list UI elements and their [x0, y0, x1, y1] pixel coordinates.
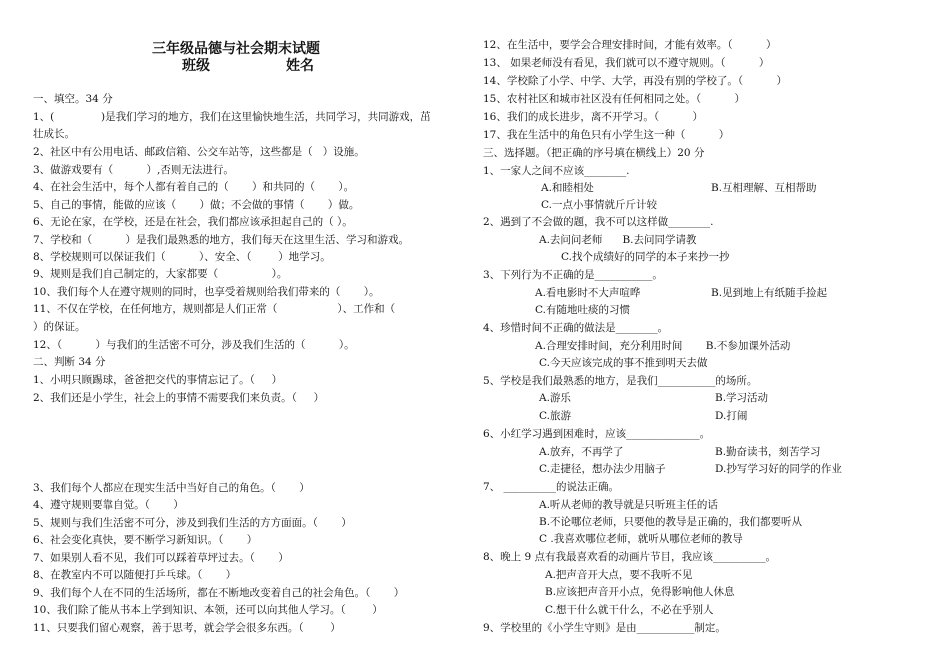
fill-question: ）的保证。: [33, 321, 86, 333]
choice-option: A.和睦相处: [541, 182, 594, 194]
judge-question: 15、农村社区和城市社区没有任何相同之处。（ ）: [483, 93, 745, 105]
choice-option: D.打闹: [715, 410, 748, 422]
choice-option: C.今天应该完成的事不推到明天去做: [539, 357, 708, 369]
choice-option: A.听从老师的教导就是只听班主任的话: [539, 499, 718, 511]
fill-question: 5、自己的事情，能做的应该（ ）做；不会做的事情（ ）做。: [33, 199, 360, 211]
choice-option: B.应该把声音开小点，免得影响他人休息: [545, 586, 735, 598]
choice-question: 7、 __________的说法正确。: [483, 481, 620, 493]
choice-question: 5、学校是我们最熟悉的地方，是我们___________的场所。: [483, 375, 758, 387]
judge-question: 2、我们还是小学生，社会上的事情不需要我们来负责。（ ）: [33, 392, 325, 404]
judge-question: 3、我们每个人都应在现实生活中当好自己的角色。（ ）: [33, 482, 310, 494]
judge-question: 17、我在生活中的角色只有小学生这一种（ ）: [483, 129, 730, 141]
name-label: 姓名: [286, 58, 314, 74]
choice-option: B.学习活动: [715, 392, 769, 404]
choice-option: C.想干什么就干什么，不必在乎别人: [545, 604, 714, 616]
choice-option: A.把声音开大点，要不我听不见: [545, 569, 693, 581]
fill-question: 10、我们每个人在遵守规则的同时，也享受着规则给我们带来的（ ）。: [33, 286, 380, 298]
fill-question: 4、在社会生活中，每个人都有着自己的（ ）和共同的（ ）。: [33, 181, 355, 193]
choice-option: D.抄写学习好的同学的作业: [715, 463, 842, 475]
section-choice-heading: 三、选择题。（把正确的序号填在横线上）20 分: [483, 147, 705, 159]
fill-question: 壮成长。: [33, 128, 75, 140]
choice-option: B.见到地上有纸随手捡起: [711, 287, 828, 299]
choice-question: 8、晚上 9 点有我最喜欢看的动画片节目，我应该__________。: [483, 551, 777, 563]
judge-question: 9、我们每个人在不同的生活场所，都在不断地改变着自己的社会角色。（ ）: [33, 587, 405, 599]
choice-option: C.一点小事情就斤斤计较: [541, 199, 657, 211]
judge-question: 10、我们除了能从书本上学到知识、本领，还可以向其他人学习。（ ）: [33, 604, 383, 616]
choice-option: A.游乐: [539, 392, 571, 404]
class-label: 班级: [182, 58, 210, 74]
judge-question: 13、 如果老师没有看见，我们就可以不遵守规则。（ ）: [483, 57, 770, 69]
fill-question: 8、学校规则可以保证我们（ ）、安全、（ ）地学习。: [33, 251, 331, 263]
judge-question: 12、在生活中，要学会合理安排时间，才能有效率。（ ）: [483, 39, 777, 51]
choice-option: A.合理安排时间，充分利用时间 B.不参加课外活动: [535, 340, 791, 352]
judge-question: 16、我们的成长进步，离不开学习。（ ）: [483, 111, 703, 123]
choice-question: 2、遇到了不会做的题，我不可以这样做________.: [483, 216, 714, 228]
choice-option: C .我喜欢哪位老师，就听从哪位老师的教导: [539, 533, 743, 545]
choice-option: A.去问问老师 B.去问同学请教: [539, 234, 697, 246]
choice-question: 3、下列行为不正确的是___________。: [483, 269, 663, 281]
fill-question: 3、做游戏要有（ ）,否则无法进行。: [33, 164, 234, 176]
choice-option: B.不论哪位老师，只要他的教导是正确的，我们都要听从: [539, 516, 803, 528]
choice-option: C.走捷径，想办法少用脑子: [539, 463, 666, 475]
judge-question: 8、在教室内不可以随便打乒乓球。（ ）: [33, 569, 237, 581]
choice-question: 9、学校里的《小学生守则》是由___________制定。: [483, 622, 726, 634]
choice-option: B.勤奋读书，刻苦学习: [715, 446, 821, 458]
judge-question: 11、只要我们留心观察，善于思考，就会学会很多东西。（ ）: [33, 622, 341, 634]
judge-question: 4、遵守规则要靠自觉。（ ）: [33, 499, 184, 511]
choice-option: C.找个成绩好的同学的本子来抄一抄: [561, 251, 730, 263]
choice-question: 1、一家人之间不应该________.: [483, 165, 630, 177]
judge-question: 1、小明只顾踢球，爸爸把交代的事情忘记了。（ ）: [33, 374, 283, 386]
choice-option: A.看电影时不大声喧哗: [535, 287, 641, 299]
judge-question: 7、如果别人看不见，我们可以踩着草坪过去。（ ）: [33, 552, 289, 564]
choice-question: 4、珍惜时间不正确的做法是________。: [483, 322, 669, 334]
fill-question: 9、规则是我们自己制定的，大家都要（ ）。: [33, 268, 288, 280]
exam-title: 三年级品德与社会期末试题: [152, 41, 320, 57]
choice-option: C.有随地吐痰的习惯: [535, 304, 630, 316]
judge-question: 5、规则与我们生活密不可分，涉及到我们生活的方方面面。（ ）: [33, 517, 352, 529]
fill-question: 1、( )是我们学习的地方，我们在这里愉快地生活，共同学习，共同游戏，茁: [33, 111, 431, 123]
judge-question: 6、社会变化真快，要不断学习新知识。（ ）: [33, 534, 258, 546]
section-judge-heading: 二、判断 34 分: [33, 356, 106, 368]
judge-question: 14、学校除了小学、中学、大学，再没有别的学校了。（ ）: [483, 75, 787, 87]
section-fill-heading: 一、填空。34 分: [33, 93, 113, 105]
choice-question: 6、小红学习遇到困难时，应该______________。: [483, 428, 711, 440]
choice-option: B.互相理解、互相帮助: [711, 182, 817, 194]
fill-question: 12、（ ）与我们的生活密不可分，涉及我们生活的（ ）。: [33, 339, 355, 351]
fill-question: 11、不仅在学校，在任何地方，规则都是人们正常（ ）、工作和（: [33, 303, 396, 315]
fill-question: 2、社区中有公用电话、邮政信箱、公交车站等，这些都是（ ）设施。: [33, 146, 365, 158]
fill-question: 7、学校和（ ）是我们最熟悉的地方，我们每天在这里生活、学习和游戏。: [33, 234, 410, 246]
choice-option: C.旅游: [539, 410, 571, 422]
choice-option: A.放弃，不再学了: [539, 446, 624, 458]
fill-question: 6、无论在家，在学校，还是在社会，我们都应该承担起自己的（ ）。: [33, 216, 353, 228]
